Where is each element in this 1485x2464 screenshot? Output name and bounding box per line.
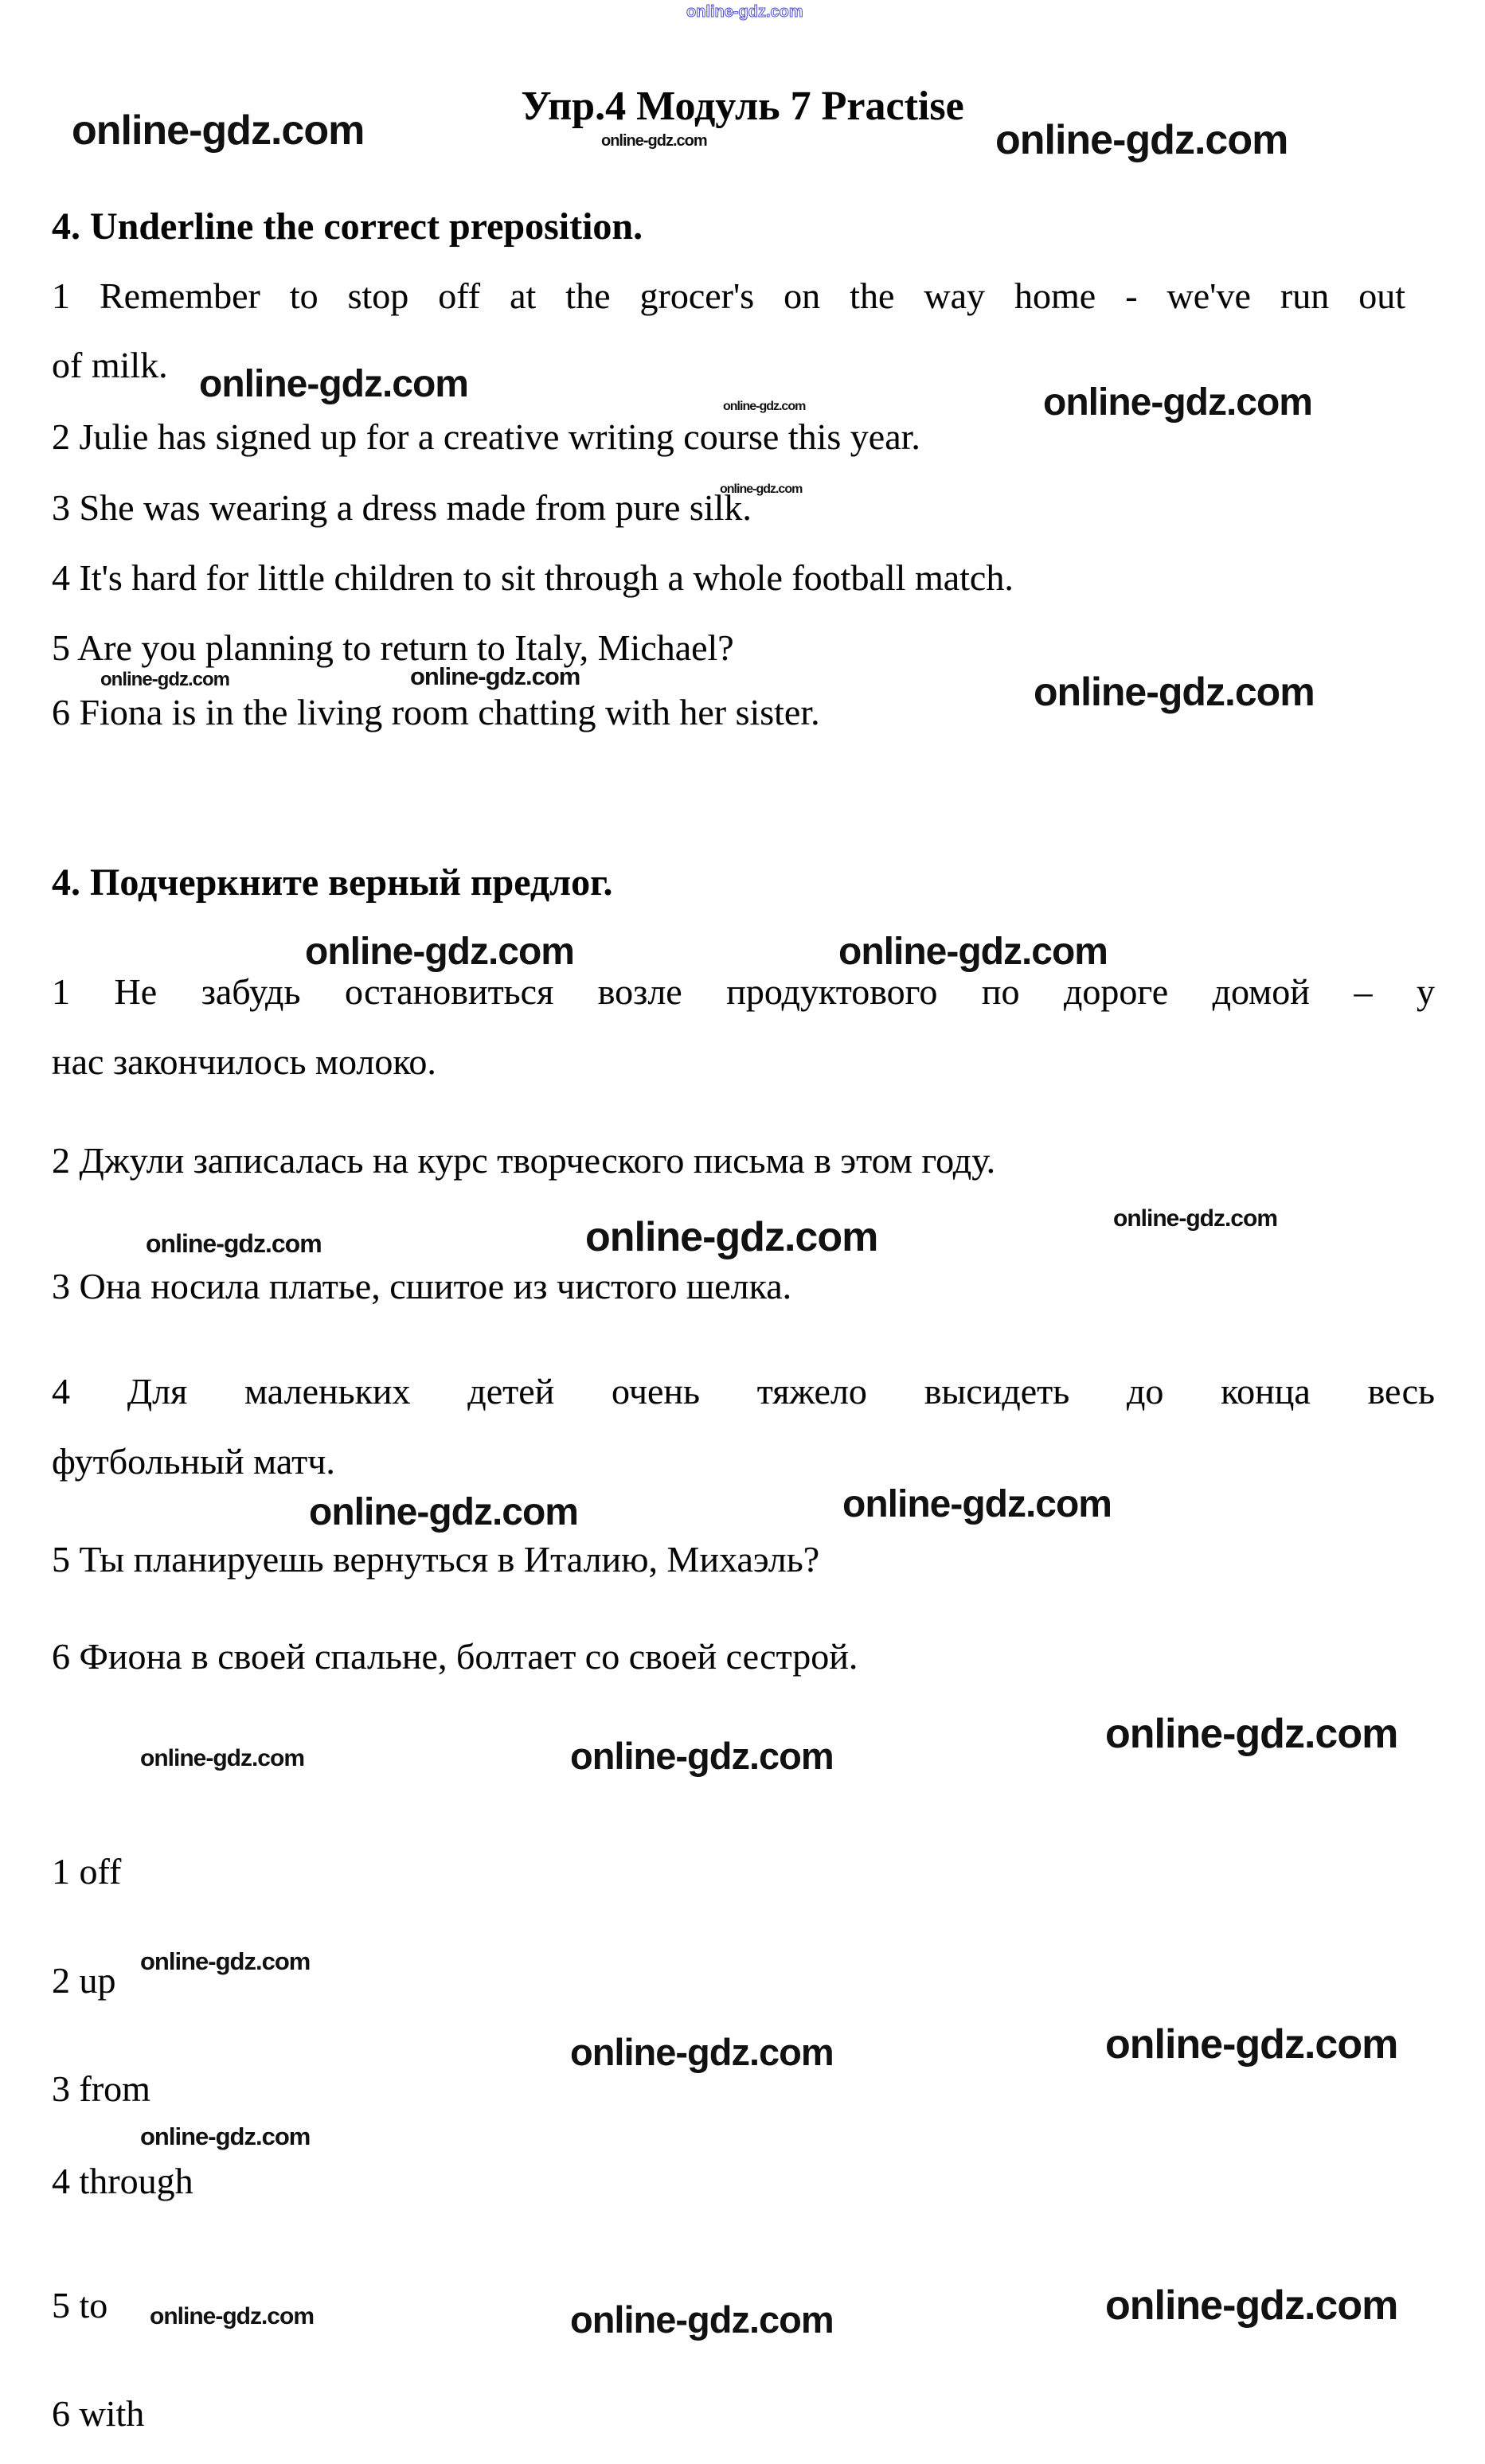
watermark: online-gdz.com xyxy=(720,482,803,496)
watermark: online-gdz.com xyxy=(1105,1711,1398,1757)
watermark: online-gdz.com xyxy=(1113,1205,1277,1232)
answer-item-2: 2 up xyxy=(52,1960,116,2001)
exercise-en-item-5: 5 Are you planning to return to Italy, Michael? xyxy=(52,627,734,668)
exercise-ru-item-4-line-2: футбольный матч. xyxy=(52,1441,335,1482)
watermark: online-gdz.com xyxy=(100,669,229,690)
watermark: online-gdz.com xyxy=(686,3,803,21)
watermark: online-gdz.com xyxy=(150,2303,314,2329)
watermark: online-gdz.com xyxy=(995,117,1288,163)
watermark: online-gdz.com xyxy=(570,2031,834,2073)
exercise-ru-item-1-line-2: нас закончилось молоко. xyxy=(52,1041,436,1082)
exercise-en-item-1-line-2: of milk. xyxy=(52,345,168,385)
watermark: online-gdz.com xyxy=(601,132,707,150)
watermark: online-gdz.com xyxy=(1105,2021,1398,2068)
watermark: online-gdz.com xyxy=(838,931,1108,973)
exercise-ru-heading: 4. Подчеркните верный предлог. xyxy=(52,861,613,904)
exercise-ru-item-3: 3 Она носила платье, сшитое из чистого шелка. xyxy=(52,1266,792,1306)
watermark: online-gdz.com xyxy=(140,1947,311,1975)
watermark: online-gdz.com xyxy=(570,1735,834,1777)
exercise-en-item-2: 2 Julie has signed up for a creative writing course this year. xyxy=(52,416,920,457)
exercise-ru-item-2: 2 Джули записалась на курс творческого письма в этом году. xyxy=(52,1140,996,1181)
watermark: online-gdz.com xyxy=(410,662,580,690)
exercise-en-heading: 4. Underline the correct preposition. xyxy=(52,205,643,248)
watermark: online-gdz.com xyxy=(1043,381,1312,424)
answer-item-4: 4 through xyxy=(52,2161,193,2201)
exercise-en-item-6: 6 Fiona is in the living room chatting with her sister. xyxy=(52,692,820,732)
watermark: online-gdz.com xyxy=(199,363,468,405)
watermark: online-gdz.com xyxy=(1034,670,1315,714)
answer-item-1: 1 off xyxy=(52,1851,122,1892)
exercise-en-item-3: 3 She was wearing a dress made from pure silk. xyxy=(52,487,752,528)
watermark: online-gdz.com xyxy=(309,1491,578,1533)
exercise-ru-item-5: 5 Ты планируешь вернуться в Италию, Михаэль? xyxy=(52,1539,820,1580)
watermark: online-gdz.com xyxy=(723,400,806,413)
watermark: online-gdz.com xyxy=(305,931,574,973)
watermark: online-gdz.com xyxy=(1105,2282,1398,2329)
exercise-ru-item-1-line-1: 1 Не забудь остановиться возле продуктового по дороге домой – у xyxy=(52,971,1435,1012)
exercise-ru-item-4-line-1: 4 Для маленьких детей очень тяжело высидеть до конца весь xyxy=(52,1371,1435,1412)
watermark: online-gdz.com xyxy=(146,1229,322,1258)
watermark: online-gdz.com xyxy=(570,2298,834,2341)
watermark: online-gdz.com xyxy=(140,1745,304,1771)
answer-item-5: 5 to xyxy=(52,2285,108,2325)
watermark: online-gdz.com xyxy=(842,1483,1112,1525)
exercise-ru-item-6: 6 Фиона в своей спальне, болтает со своей сестрой. xyxy=(52,1636,858,1677)
watermark: online-gdz.com xyxy=(140,2122,311,2150)
exercise-en-item-1-line-1: 1 Remember to stop off at the grocer's on the way home - we've run out xyxy=(52,275,1405,316)
answer-item-3: 3 from xyxy=(52,2068,150,2109)
answer-item-6: 6 with xyxy=(52,2393,145,2434)
watermark: online-gdz.com xyxy=(72,107,365,154)
watermark: online-gdz.com xyxy=(585,1214,878,1260)
exercise-en-item-4: 4 It's hard for little children to sit through a whole football match. xyxy=(52,557,1014,598)
page-title: Упр.4 Модуль 7 Practise xyxy=(521,84,964,129)
